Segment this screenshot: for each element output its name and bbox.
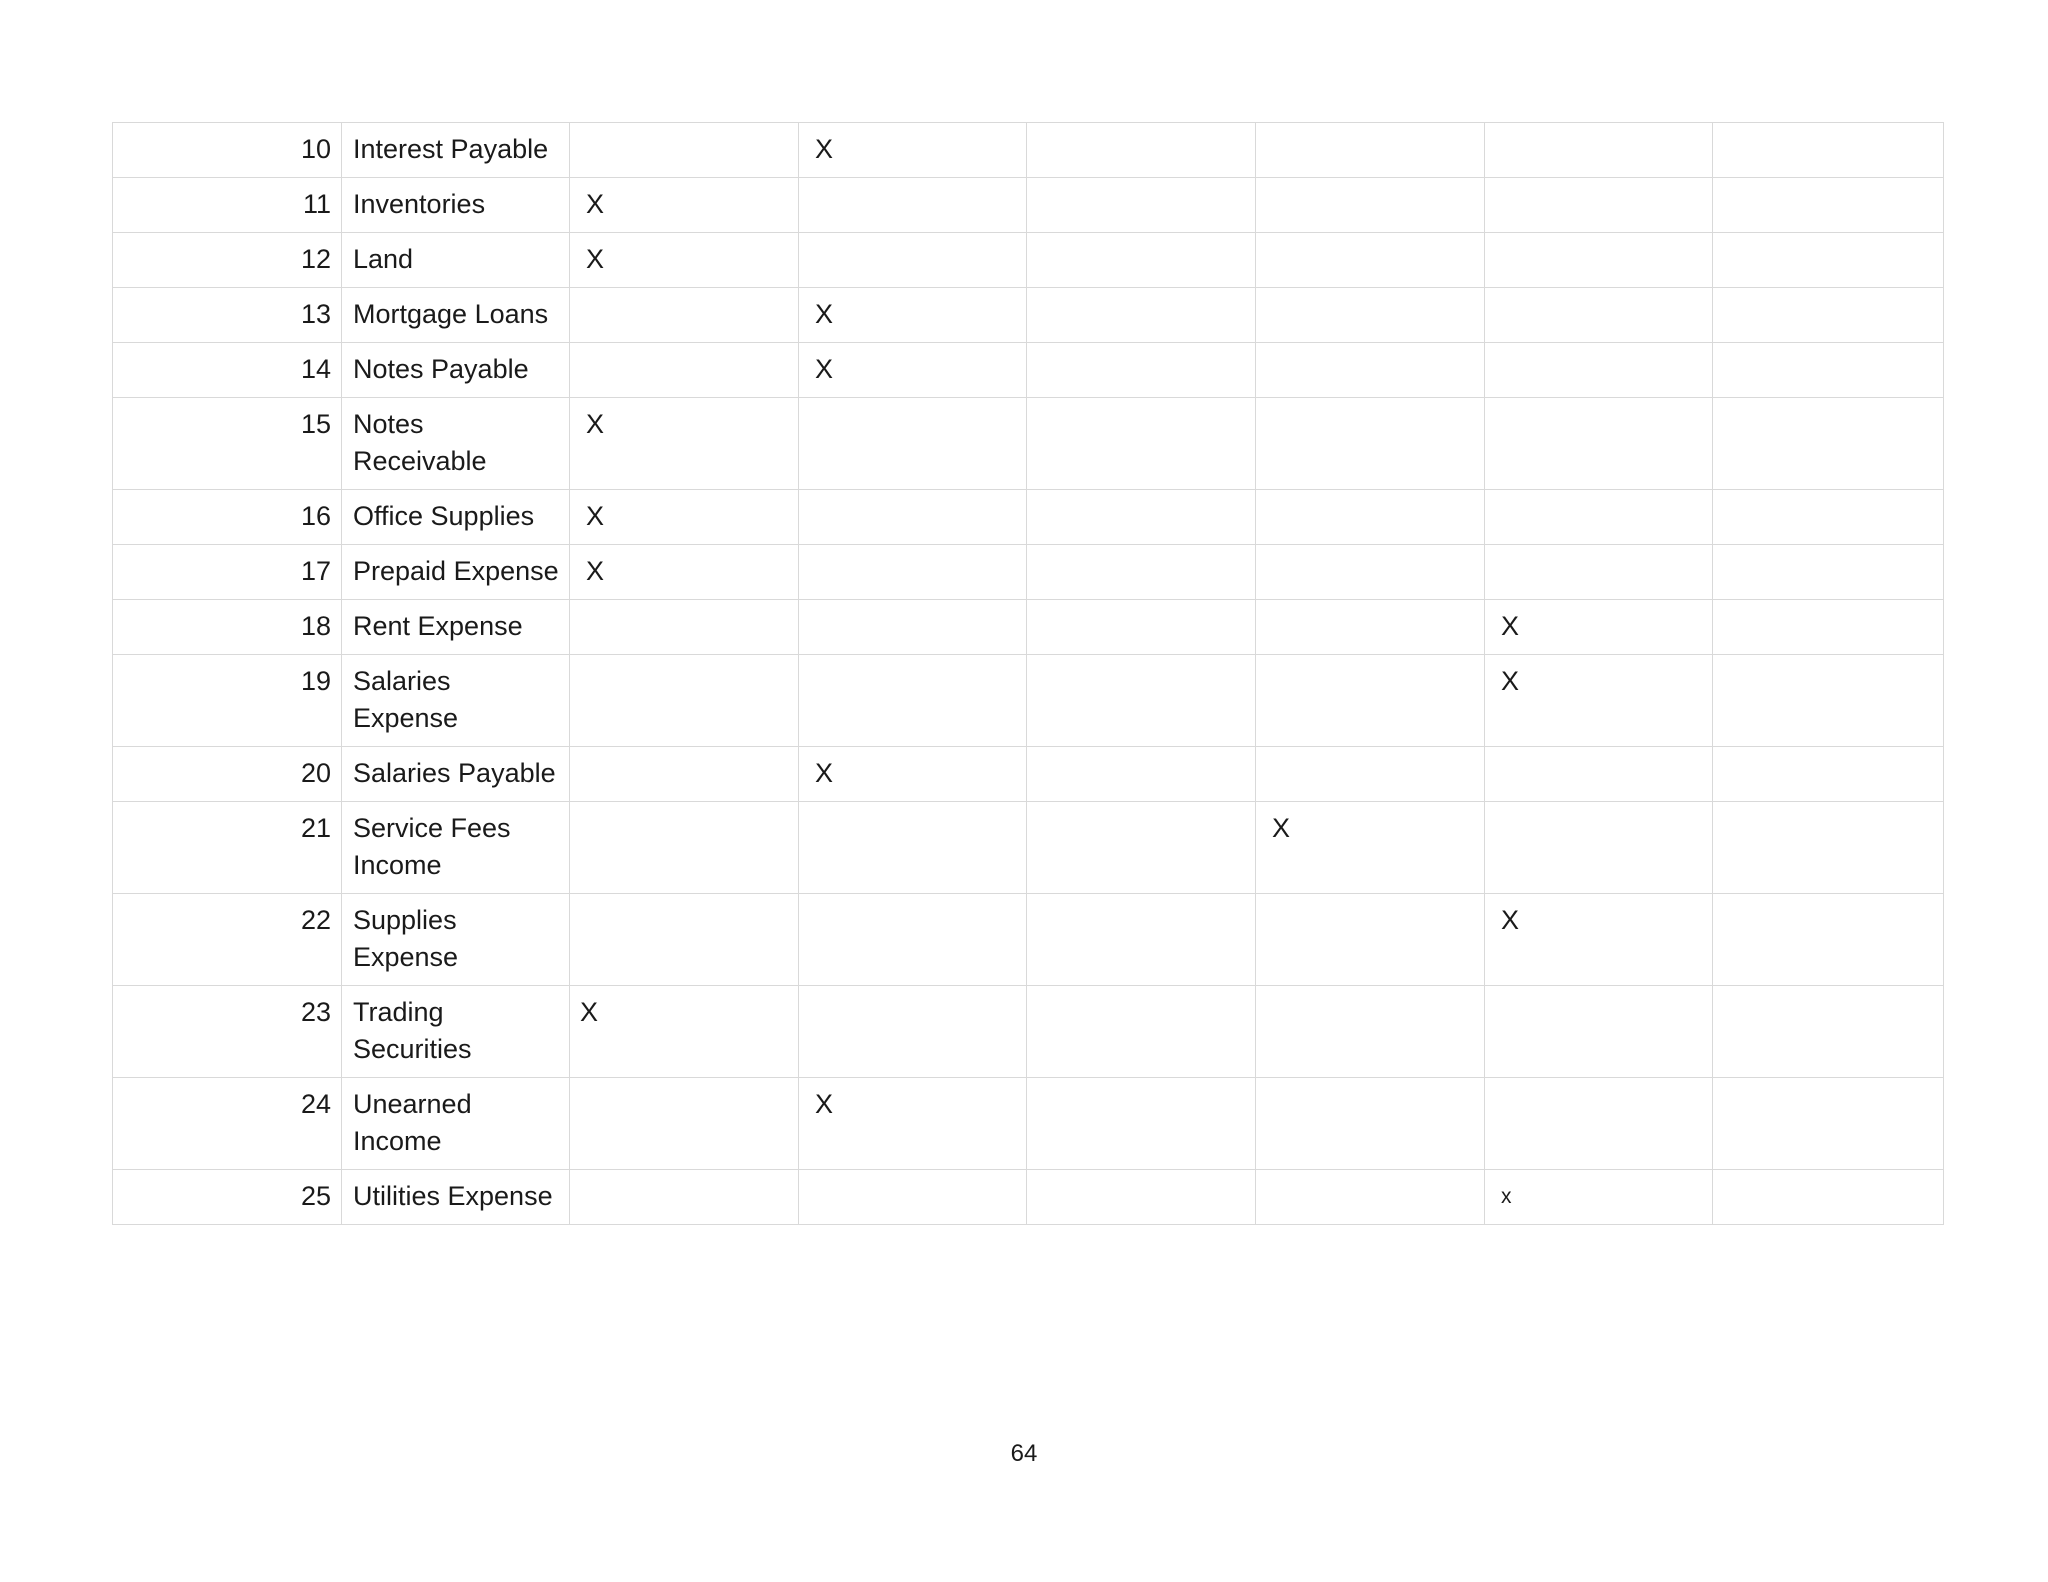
classification-cell: [1485, 545, 1713, 600]
classification-cell: [1713, 747, 1944, 802]
table-row: [113, 1170, 1944, 1225]
account-name: Salaries Payable: [342, 747, 570, 802]
table-row: [113, 655, 1944, 747]
classification-cell: [1485, 178, 1713, 233]
account-name: Interest Payable: [342, 123, 570, 178]
classification-cell: [570, 1078, 799, 1170]
classification-cell: [1713, 655, 1944, 747]
table-row: [113, 545, 1944, 600]
table-row: [113, 894, 1944, 986]
table-row: [113, 398, 1944, 490]
page-number: 64: [1010, 1440, 1038, 1467]
classification-cell: [1027, 802, 1256, 894]
account-name: Supplies Expense: [342, 894, 570, 986]
row-number: 20: [113, 747, 342, 802]
classification-cell: [1713, 233, 1944, 288]
classification-cell: [570, 600, 799, 655]
classification-cell: [570, 343, 799, 398]
classification-cell: [1256, 655, 1485, 747]
account-name: Prepaid Expense: [342, 545, 570, 600]
classification-cell: [799, 802, 1027, 894]
classification-cell: [1027, 545, 1256, 600]
classification-cell: X: [570, 233, 799, 288]
classification-cell: [1027, 233, 1256, 288]
classification-cell: [1713, 490, 1944, 545]
classification-cell: [570, 802, 799, 894]
classification-cell: [1256, 490, 1485, 545]
classification-cell: [1713, 398, 1944, 490]
account-name: Land: [342, 233, 570, 288]
classification-cell: [799, 655, 1027, 747]
classification-cell: [799, 1170, 1027, 1225]
classification-cell: X: [570, 490, 799, 545]
classification-cell: [1713, 802, 1944, 894]
account-name: Notes Receivable: [342, 398, 570, 490]
classification-cell: [1713, 986, 1944, 1078]
classification-cell: [1256, 398, 1485, 490]
classification-cell: [799, 178, 1027, 233]
row-number: 15: [113, 398, 342, 490]
classification-cell: [1713, 178, 1944, 233]
classification-cell: [1027, 343, 1256, 398]
row-number: 14: [113, 343, 342, 398]
classification-cell: [799, 398, 1027, 490]
classification-cell: X: [799, 123, 1027, 178]
table-row: [113, 600, 1944, 655]
classification-cell: X: [1256, 802, 1485, 894]
table-row: [113, 178, 1944, 233]
row-number: 24: [113, 1078, 342, 1170]
accounts-classification-table: [112, 122, 1944, 1225]
classification-cell: [799, 233, 1027, 288]
row-number: 17: [113, 545, 342, 600]
classification-cell: X: [1485, 655, 1713, 747]
classification-cell: [1027, 490, 1256, 545]
table-row: [113, 233, 1944, 288]
classification-cell: X: [799, 747, 1027, 802]
classification-cell: x: [1485, 1170, 1713, 1225]
classification-cell: [1713, 288, 1944, 343]
classification-cell: [1713, 1170, 1944, 1225]
account-name: Trading Securities: [342, 986, 570, 1078]
account-name: Mortgage Loans: [342, 288, 570, 343]
classification-cell: [1027, 1078, 1256, 1170]
row-number: 11: [113, 178, 342, 233]
classification-cell: X: [1485, 600, 1713, 655]
row-number: 10: [113, 123, 342, 178]
classification-cell: [1256, 600, 1485, 655]
classification-cell: [799, 490, 1027, 545]
classification-cell: [1485, 233, 1713, 288]
classification-cell: [1027, 747, 1256, 802]
row-number: 21: [113, 802, 342, 894]
classification-cell: [1485, 398, 1713, 490]
classification-cell: [1713, 600, 1944, 655]
classification-cell: X: [799, 1078, 1027, 1170]
classification-cell: [1256, 288, 1485, 343]
classification-cell: [799, 600, 1027, 655]
table-row: [113, 986, 1944, 1078]
classification-cell: [1027, 986, 1256, 1078]
account-name: Inventories: [342, 178, 570, 233]
table-row: [113, 288, 1944, 343]
classification-cell: [1027, 1170, 1256, 1225]
classification-cell: [1485, 288, 1713, 343]
table-row: [113, 490, 1944, 545]
classification-cell: [1256, 123, 1485, 178]
account-name: Notes Payable: [342, 343, 570, 398]
classification-cell: X: [570, 545, 799, 600]
classification-cell: X: [799, 288, 1027, 343]
classification-cell: [1256, 178, 1485, 233]
row-number: 12: [113, 233, 342, 288]
classification-cell: X: [799, 343, 1027, 398]
classification-cell: [1256, 1170, 1485, 1225]
classification-cell: [1713, 545, 1944, 600]
classification-cell: [1027, 123, 1256, 178]
classification-cell: [1027, 600, 1256, 655]
account-name: Service Fees Income: [342, 802, 570, 894]
table-row: [113, 343, 1944, 398]
table-body: [113, 123, 1944, 1225]
classification-cell: [1256, 986, 1485, 1078]
classification-cell: [1485, 123, 1713, 178]
classification-cell: [570, 747, 799, 802]
classification-cell: [1485, 343, 1713, 398]
classification-cell: [1485, 490, 1713, 545]
classification-cell: [1027, 398, 1256, 490]
classification-cell: [1256, 747, 1485, 802]
classification-cell: X: [570, 986, 799, 1078]
table-row: [113, 123, 1944, 178]
row-number: 16: [113, 490, 342, 545]
classification-cell: [570, 1170, 799, 1225]
classification-cell: [570, 894, 799, 986]
classification-cell: [570, 123, 799, 178]
classification-cell: [1485, 747, 1713, 802]
account-name: Office Supplies: [342, 490, 570, 545]
classification-cell: X: [570, 398, 799, 490]
classification-cell: [570, 655, 799, 747]
row-number: 22: [113, 894, 342, 986]
classification-cell: [1485, 802, 1713, 894]
table-row: [113, 747, 1944, 802]
classification-cell: [1027, 288, 1256, 343]
account-name: Utilities Expense: [342, 1170, 570, 1225]
row-number: 13: [113, 288, 342, 343]
classification-cell: [799, 545, 1027, 600]
classification-cell: X: [570, 178, 799, 233]
table-row: [113, 1078, 1944, 1170]
classification-cell: [1027, 178, 1256, 233]
classification-cell: [1713, 123, 1944, 178]
table-row: [113, 802, 1944, 894]
classification-cell: [1256, 1078, 1485, 1170]
classification-cell: X: [1485, 894, 1713, 986]
row-number: 23: [113, 986, 342, 1078]
classification-cell: [1256, 233, 1485, 288]
classification-cell: [1027, 894, 1256, 986]
row-number: 18: [113, 600, 342, 655]
classification-cell: [1713, 894, 1944, 986]
classification-cell: [1256, 545, 1485, 600]
account-name: Unearned Income: [342, 1078, 570, 1170]
classification-cell: [570, 288, 799, 343]
classification-cell: [799, 986, 1027, 1078]
account-name: Salaries Expense: [342, 655, 570, 747]
row-number: 19: [113, 655, 342, 747]
classification-cell: [1713, 1078, 1944, 1170]
row-number: 25: [113, 1170, 342, 1225]
classification-cell: [1027, 655, 1256, 747]
account-name: Rent Expense: [342, 600, 570, 655]
classification-cell: [1485, 1078, 1713, 1170]
classification-cell: [1256, 343, 1485, 398]
classification-cell: [799, 894, 1027, 986]
classification-cell: [1256, 894, 1485, 986]
classification-cell: [1713, 343, 1944, 398]
classification-cell: [1485, 986, 1713, 1078]
